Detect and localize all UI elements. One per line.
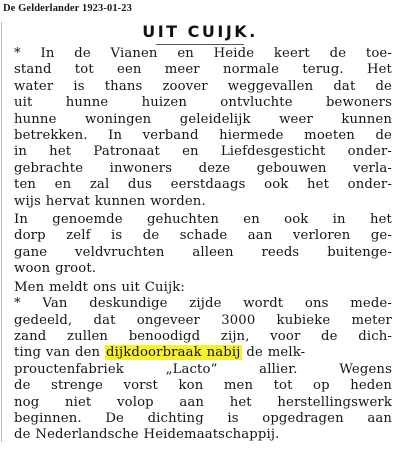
paragraph-1 — [14, 46, 392, 210]
text-line: Men meldt ons uit Cuijk: — [14, 279, 185, 295]
paragraph-2 — [14, 212, 392, 278]
column-edge — [1, 22, 2, 442]
text-line: prouctenfabriek „Lacto” allier. Wegens — [14, 361, 392, 377]
text-line: * Van deskundige zijde wordt ons mede- — [14, 296, 392, 312]
text-line: * In de Vianen en Heide keert de toe- — [14, 46, 392, 61]
text-line: in het Patronaat en Liefdesgesticht onder- — [14, 144, 392, 160]
highlighted-text-line — [14, 345, 392, 361]
search-highlight: dijkdoorbraak nabij — [106, 345, 241, 361]
source-label: De Gelderlander 1923-01-23 — [3, 3, 132, 14]
text-line: gedeeld, dat ongeveer 3000 kubieke meter — [14, 312, 392, 328]
text-line: hunne woningen geleidelijk weer kunnen — [14, 111, 392, 127]
text-line: wijs hervat kunnen worden. — [14, 193, 206, 209]
text-line: zand zullen benoodigd zijn, voor de dich- — [14, 328, 392, 344]
text-line: de Nederlandsche Heidemaatschappij. — [14, 427, 280, 443]
text-line: woon groot. — [14, 261, 97, 277]
text-line: uit hunne huizen ontvluchte bewoners — [14, 95, 392, 111]
article-body — [14, 46, 392, 446]
text-line: beginnen. De dichting is opgedragen aan — [14, 410, 392, 426]
text-line: betrekken. In verband hiermede moeten de — [14, 128, 392, 144]
text-before-highlight: ting van den — [14, 345, 106, 361]
headline-underline — [156, 44, 244, 45]
text-line: water is thans zoover weggevallen dat de — [14, 78, 392, 94]
text-line: dorp zelf is de schade aan verloren ge- — [14, 228, 392, 244]
text-line: stand tot een meer normale terug. Het — [14, 62, 392, 78]
text-line: ten en zal dus eerstdaags ook het onder- — [14, 177, 392, 193]
text-line: nog niet volop aan het herstellingswerk — [14, 394, 392, 410]
paragraph-3 — [14, 280, 392, 444]
text-line: de strenge vorst kon men tot op heden — [14, 378, 392, 394]
text-after-highlight: de melk- — [241, 345, 306, 361]
text-line: gane veldvruchten alleen reeds buitenge- — [14, 244, 392, 260]
headline: UIT CUIJK. — [142, 22, 258, 41]
text-line: gebrachte inwoners deze gebouwen verla- — [14, 160, 392, 176]
text-line: In genoemde gehuchten en ook in het — [14, 212, 392, 228]
